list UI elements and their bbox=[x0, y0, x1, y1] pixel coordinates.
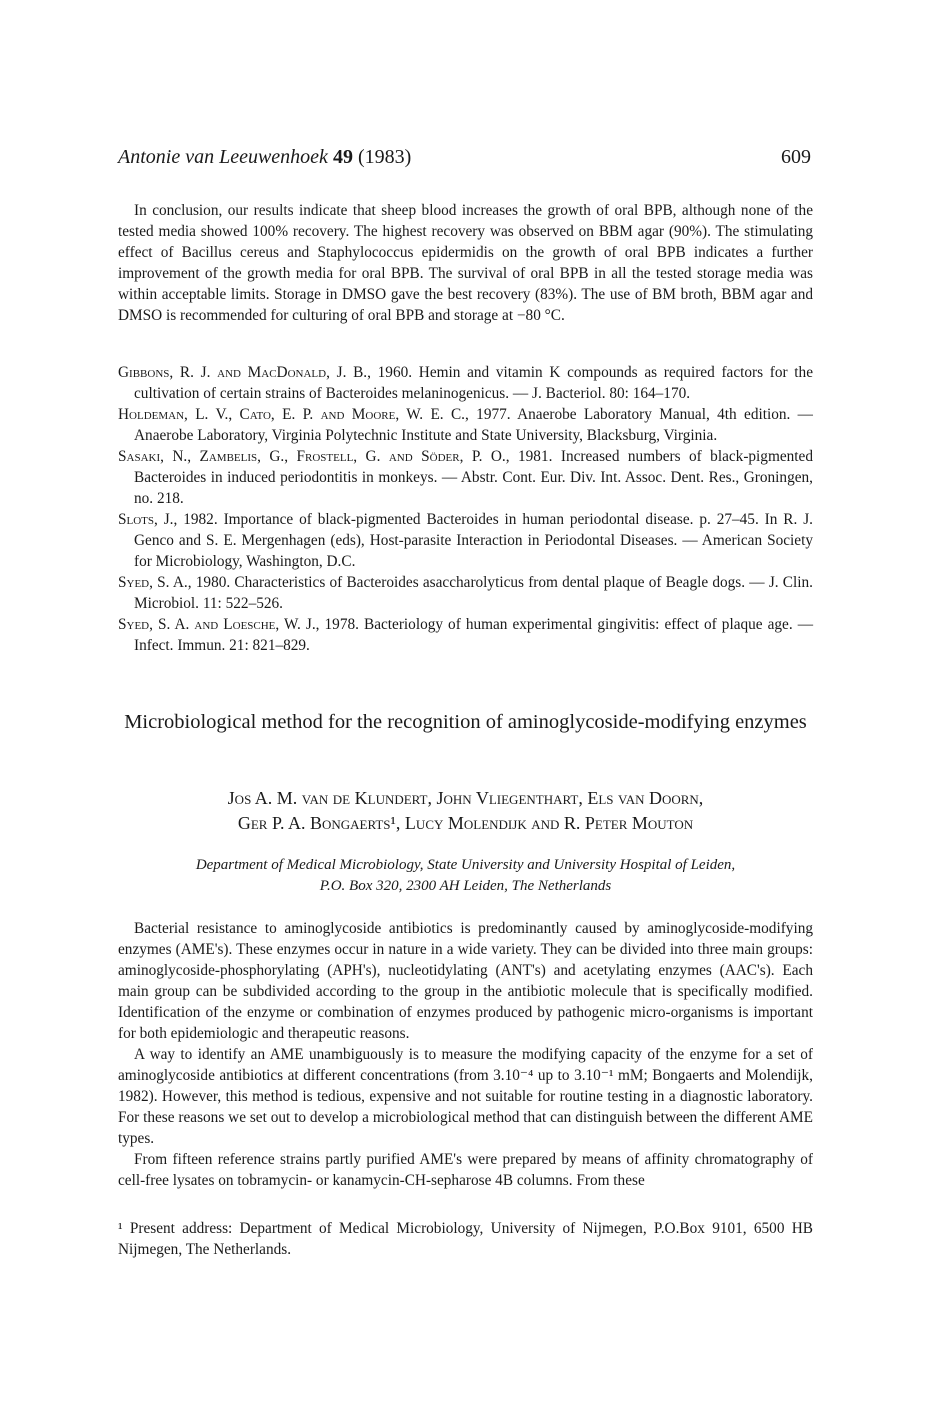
reference-text: Increased numbers of black-pigmented Bacteroides in induced periodontitis in monkeys. — Abstr. Cont. Eur. Div. Int. Assoc. Dent. Res., Groningen, no. 218. bbox=[134, 448, 813, 507]
journal-citation bbox=[118, 146, 411, 169]
body-paragraph: Bacterial resistance to aminoglycoside antibiotics is predominantly caused by aminoglycoside-modifying enzymes (AME's). These enzymes occur in nature in a wide variety. They can be divided into three main groups: aminoglycoside-phosphorylating (APH's), nucleotidylating (ANT's) and acetylating enzymes (AAC's). Each main group can be subdivided according to the group in the antibiotic molecule that is specifically modified. Identification of the enzyme or combination of enzymes produced by pathogenic micro-organisms is important for both epidemiologic and therapeutic reasons. bbox=[118, 920, 813, 1042]
journal-year: (1983) bbox=[357, 146, 412, 168]
reference-text: Importance of black-pigmented Bacteroides in human periodontal disease. p. 27–45. In R. J. Genco and S. E. Mergenhagen (eds), Host-parasite Interaction in Periodontal Diseases. — American Society for Microbiology, Washington, D.C. bbox=[134, 511, 814, 570]
reference-authors: Holdeman, L. V., Cato, E. P. and Moore, W. E. C., 1977. bbox=[118, 406, 511, 423]
footnote-text: ¹ Present address: Department of Medical Microbiology, University of Nijmegen, P.O.Box 9101, 6500 HB Nijmegen, The Netherlands. bbox=[118, 1220, 813, 1258]
conclusion-paragraph: In conclusion, our results indicate that sheep blood increases the growth of oral BPB, although none of the tested media showed 100% recovery. The highest recovery was observed on BBM agar (90%). The stimulating effect of Bacillus cereus and Staphylococcus epidermidis on the growth of oral BPB indicates a further improvement of the growth media for oral BPB. The survival of oral BPB in all the tested storage media was within acceptable limits. Storage in DMSO gave the best recovery (83%). The use of BM broth, BBM agar and DMSO is recommended for culturing of oral BPB and storage at −80 °C. bbox=[118, 202, 813, 324]
reference-item bbox=[118, 362, 813, 404]
body-paragraph: A way to identify an AME unambiguously is to measure the modifying capacity of the enzyme for a set of aminoglycoside antibiotics at different concentrations (from 3.10⁻⁴ up to 3.10⁻¹ mM; Bongaerts and Molendijk, 1982). However, this method is tedious, expensive and not suitable for routine testing in a diagnostic laboratory. For these reasons we set out to develop a microbiological method that can distinguish between the different AME types. bbox=[118, 1046, 813, 1147]
reference-item bbox=[118, 614, 813, 656]
reference-list bbox=[118, 362, 813, 656]
reference-authors: Sasaki, N., Zambelis, G., Frostell, G. and Söder, P. O., 1981. bbox=[118, 448, 553, 465]
author-list bbox=[118, 786, 813, 836]
reference-authors: Syed, S. A. and Loesche, W. J., 1978. bbox=[118, 616, 359, 633]
reference-text: Bacteriology of human experimental gingivitis: effect of plaque age. — Infect. Immun. 21: 821–829. bbox=[134, 616, 814, 654]
reference-authors: Gibbons, R. J. and MacDonald, J. B., 1960. bbox=[118, 364, 413, 381]
reference-text: Characteristics of Bacteroides asaccharolyticus from dental plaque of Beagle dogs. — J. Clin. Microbiol. 11: 522–526. bbox=[134, 574, 813, 612]
affiliation bbox=[118, 855, 813, 897]
page-number: 609 bbox=[781, 146, 811, 168]
reference-text: Hemin and vitamin K compounds as required factors for the cultivation of certain strains of Bacteroides melaninogenicus. — J. Bacteriol. 80: 164–170. bbox=[134, 364, 813, 402]
reference-item bbox=[118, 404, 813, 446]
reference-item bbox=[118, 509, 813, 572]
affiliation-line: Department of Medical Microbiology, State University and University Hospital of Leiden, bbox=[195, 857, 736, 873]
journal-name: Antonie van Leeuwenhoek bbox=[118, 146, 328, 168]
body-paragraph: From fifteen reference strains partly purified AME's were prepared by means of affinity chromatography of cell-free lysates on tobramycin- or kanamycin-CH-sepharose 4B columns. From these bbox=[118, 1151, 813, 1189]
authors-line: Jos A. M. van de Klundert, John Vliegenthart, Els van Doorn, bbox=[227, 788, 704, 808]
article-body bbox=[118, 918, 813, 1191]
reference-authors: Syed, S. A., 1980. bbox=[118, 574, 231, 591]
reference-text: Anaerobe Laboratory Manual, 4th edition. — Anaerobe Laboratory, Virginia Polytechnic Institute and State University, Blacksburg, Virginia. bbox=[134, 406, 813, 444]
journal-volume: 49 bbox=[332, 146, 353, 168]
affiliation-line: P.O. Box 320, 2300 AH Leiden, The Netherlands bbox=[319, 878, 612, 894]
footnote bbox=[118, 1218, 813, 1260]
authors-line: Ger P. A. Bongaerts¹, Lucy Molendijk and R. Peter Mouton bbox=[237, 813, 694, 833]
conclusion-section bbox=[118, 200, 813, 326]
reference-item bbox=[118, 446, 813, 509]
article-title: Microbiological method for the recognition of aminoglycoside-modifying enzymes bbox=[124, 711, 807, 733]
reference-item bbox=[118, 572, 813, 614]
running-header bbox=[118, 146, 813, 174]
reference-authors: Slots, J., 1982. bbox=[118, 511, 218, 528]
